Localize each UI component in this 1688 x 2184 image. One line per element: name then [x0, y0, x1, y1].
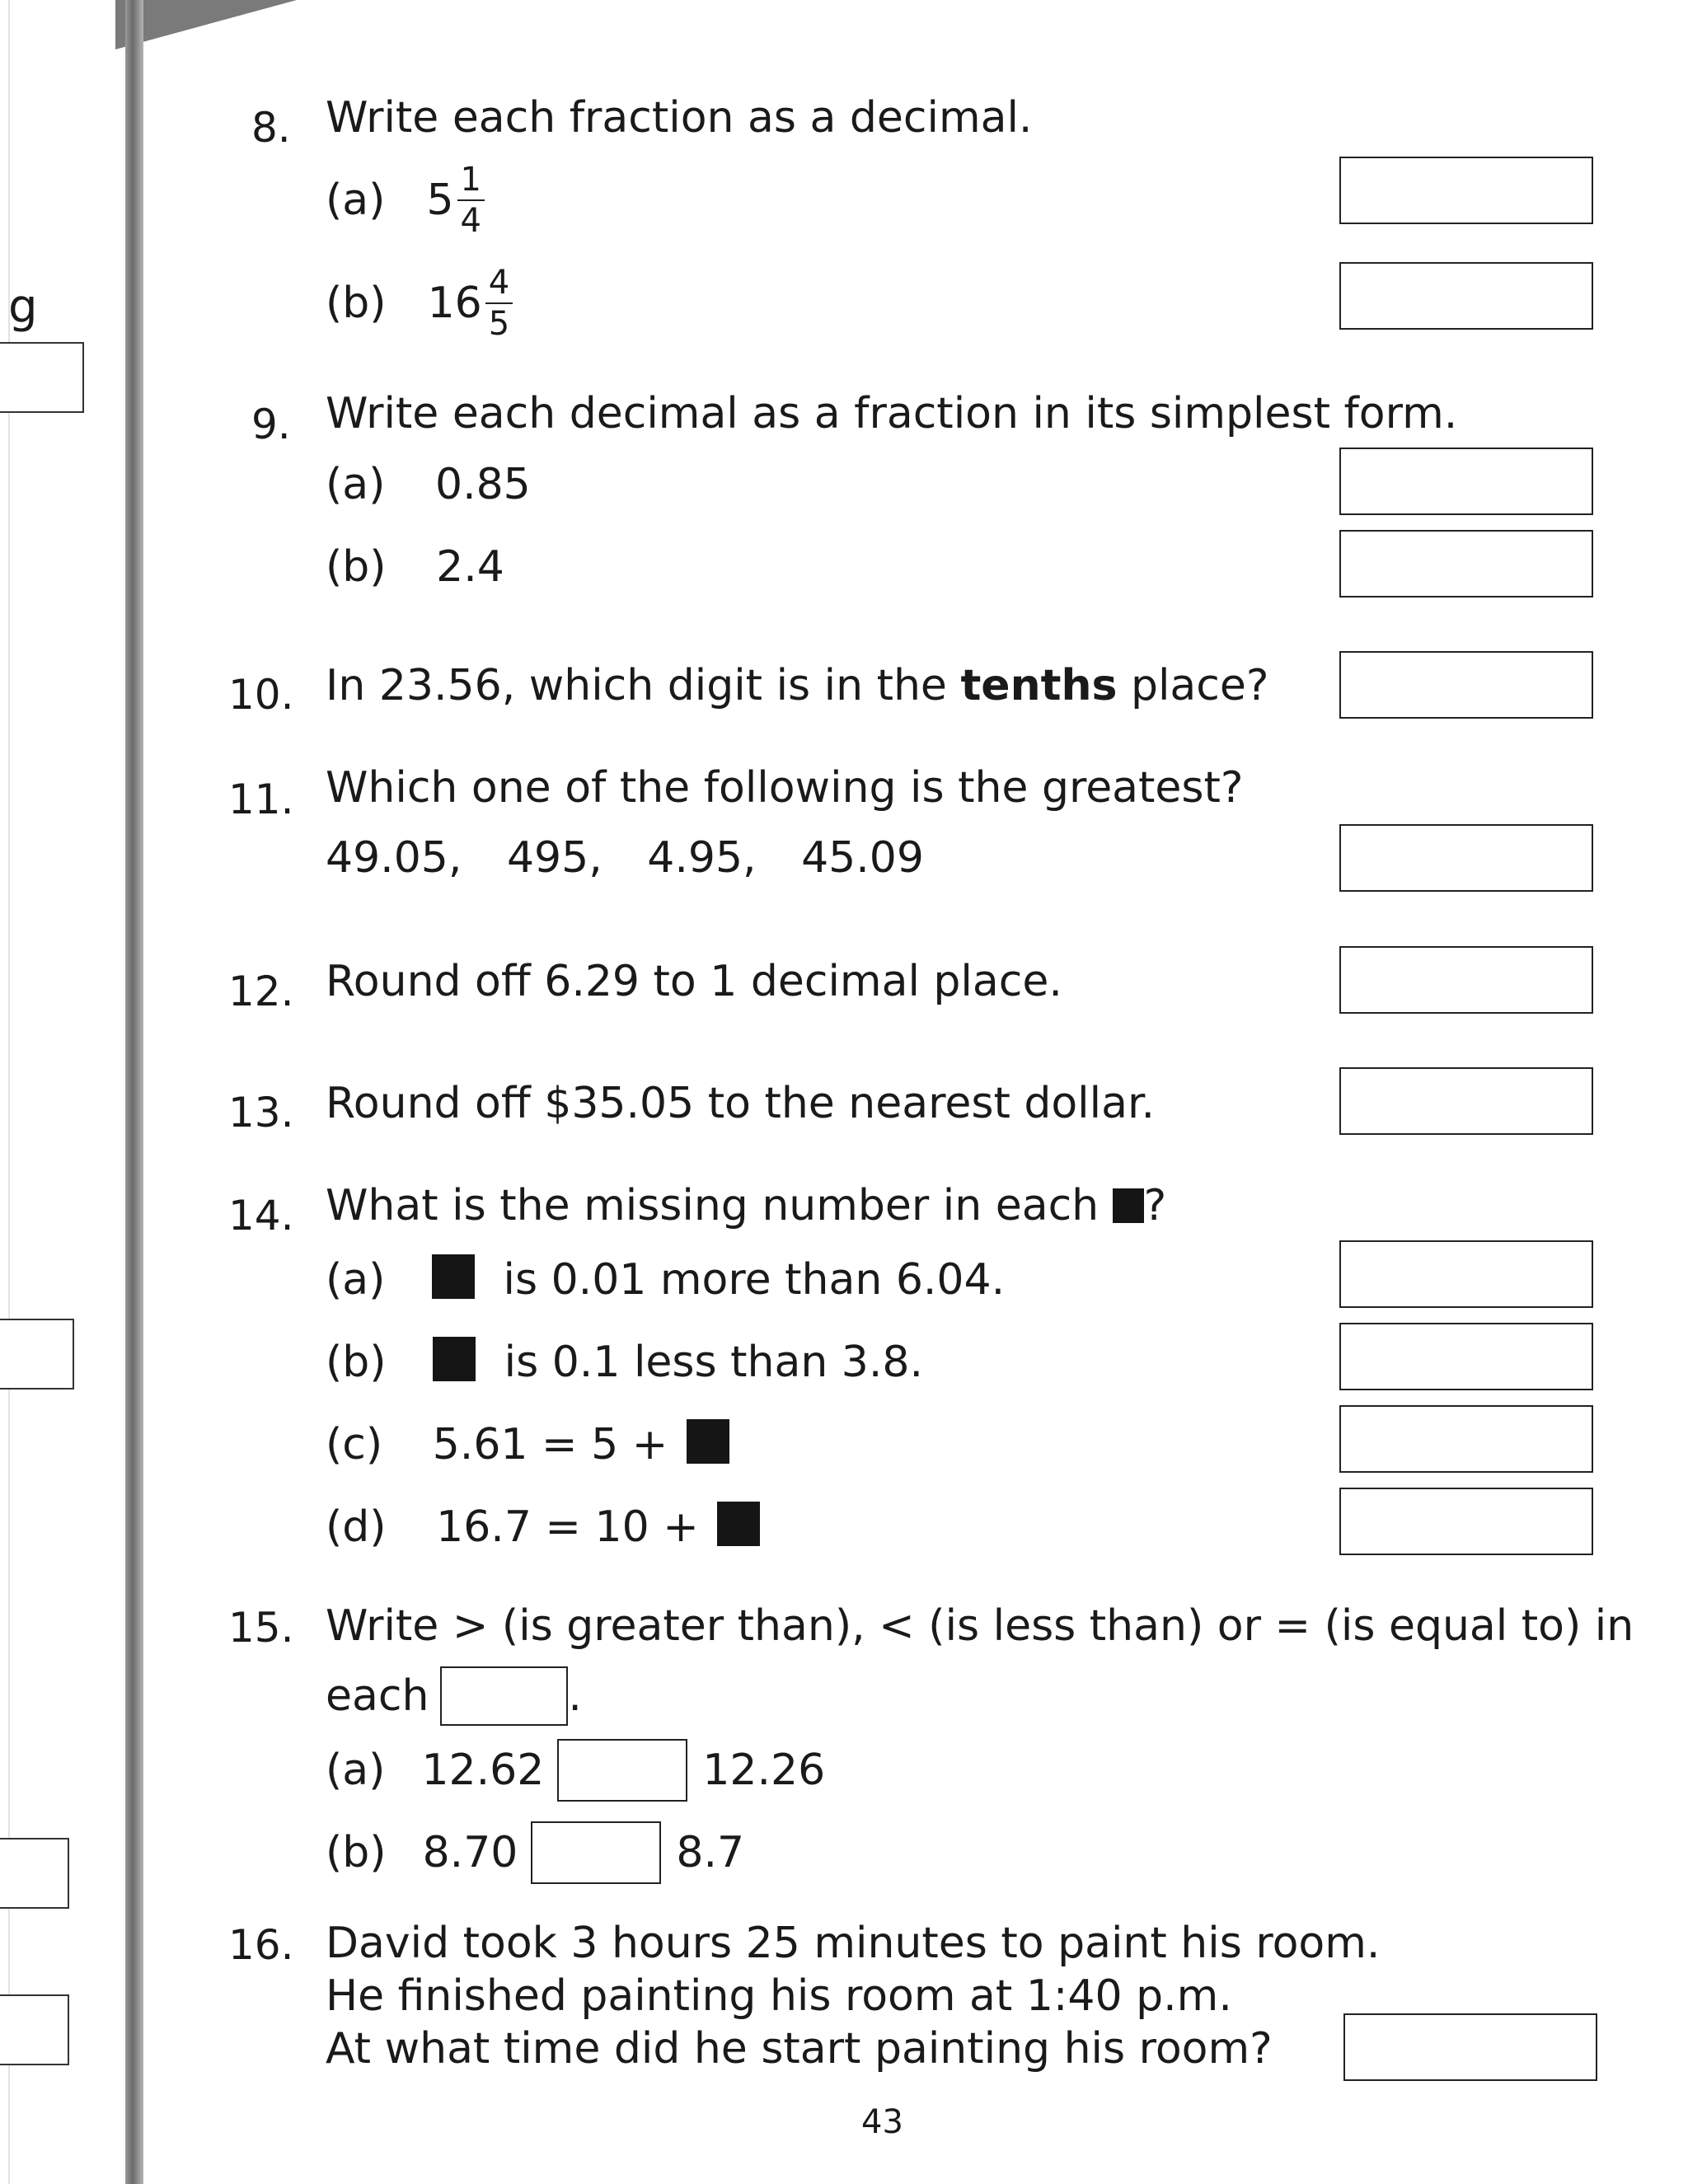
left-page-answer-box [0, 1838, 69, 1909]
part-label: (a) [326, 1746, 386, 1795]
margin-glyph: g [8, 280, 38, 334]
answer-box-14c[interactable] [1339, 1405, 1593, 1473]
left-page-answer-box [0, 1319, 74, 1390]
question-14b [326, 1337, 924, 1387]
question-14-text-start: What is the missing number in each [326, 1181, 1100, 1230]
question-9-text: Write each decimal as a fraction in its simplest form. [326, 389, 1458, 438]
option: 4.95, [647, 833, 757, 883]
question-number: 16. [228, 1921, 294, 1969]
question-number: 10. [228, 671, 294, 719]
question-11-options [326, 833, 924, 883]
question-8a [326, 159, 485, 241]
question-14d [326, 1502, 760, 1552]
left-page-answer-box [0, 342, 84, 413]
part-label: (b) [326, 542, 387, 592]
missing-number-square-icon [1113, 1188, 1144, 1223]
missing-number-square-icon [687, 1419, 729, 1464]
question-9a [326, 460, 531, 509]
question-13-text: Round off $35.05 to the nearest dollar. [326, 1079, 1156, 1128]
mixed-number-whole: 5 [426, 176, 454, 225]
page-number: 43 [861, 2103, 903, 2141]
part-label: (b) [326, 1828, 387, 1877]
comparison-box-15b[interactable] [531, 1821, 661, 1884]
question-14a [326, 1254, 1006, 1305]
answer-box-8a[interactable] [1339, 157, 1593, 224]
fraction [485, 264, 513, 343]
left-value: 8.70 [422, 1828, 518, 1877]
comparison-box-15a[interactable] [557, 1739, 687, 1802]
right-value: 12.26 [702, 1746, 826, 1795]
question-8b [326, 262, 513, 344]
numerator: 1 [460, 161, 481, 199]
question-15a [326, 1737, 825, 1803]
numerator: 4 [488, 264, 510, 302]
answer-box-13[interactable] [1339, 1067, 1593, 1135]
part-expression: 16.7 = 10 + [436, 1502, 699, 1552]
fraction [457, 161, 485, 240]
question-15-line1: Write > (is greater than), < (is less than) or = (is equal to) in [326, 1601, 1634, 1651]
part-label: (b) [326, 1338, 387, 1387]
question-number: 13. [228, 1089, 294, 1137]
part-label: (a) [326, 460, 386, 509]
binding-spine [125, 0, 143, 2184]
question-16-line: He finished painting his room at 1:40 p.m. [326, 1971, 1232, 2021]
part-text: is 0.1 less than 3.8. [504, 1338, 924, 1387]
option: 495, [506, 833, 603, 883]
question-14c [326, 1419, 729, 1469]
left-page-answer-box [0, 1994, 69, 2065]
option: 49.05, [326, 833, 462, 883]
question-number: 11. [228, 776, 294, 823]
question-15-line2 [326, 1666, 582, 1726]
question-15b [326, 1820, 744, 1886]
question-14-text-end: ? [1143, 1181, 1167, 1230]
part-label: (a) [326, 1255, 386, 1305]
question-number: 8. [251, 104, 291, 152]
question-11-text: Which one of the following is the greatest? [326, 763, 1244, 813]
symbol-example-box [440, 1666, 568, 1726]
right-value: 8.7 [676, 1828, 745, 1877]
answer-box-14d[interactable] [1339, 1488, 1593, 1555]
question-15-each: each [326, 1671, 429, 1721]
option: 45.09 [801, 833, 924, 883]
question-number: 15. [228, 1604, 294, 1652]
answer-box-9a[interactable] [1339, 448, 1593, 515]
question-12-text: Round off 6.29 to 1 decimal place. [326, 957, 1062, 1006]
answer-box-9b[interactable] [1339, 530, 1593, 598]
missing-number-square-icon [717, 1502, 760, 1546]
left-value: 12.62 [421, 1746, 545, 1795]
answer-box-8b[interactable] [1339, 262, 1593, 330]
part-expression: 5.61 = 5 + [432, 1420, 668, 1469]
missing-number-square-icon [433, 1337, 476, 1381]
missing-number-square-icon [432, 1254, 475, 1299]
part-text: is 0.01 more than 6.04. [503, 1255, 1006, 1305]
part-label: (b) [326, 279, 387, 328]
question-8-text: Write each fraction as a decimal. [326, 93, 1033, 143]
answer-box-16[interactable] [1343, 2013, 1597, 2081]
denominator: 5 [485, 302, 513, 340]
answer-box-14a[interactable] [1339, 1240, 1593, 1308]
question-16-line: David took 3 hours 25 minutes to paint his room. [326, 1919, 1381, 1968]
denominator: 4 [457, 199, 485, 237]
question-10-text [326, 661, 1269, 710]
question-number: 14. [228, 1192, 294, 1240]
question-16-line: At what time did he start painting his room? [326, 2024, 1273, 2074]
question-14-text [326, 1181, 1167, 1230]
answer-box-14b[interactable] [1339, 1323, 1593, 1390]
question-10-text-start: In 23.56, which digit is in the [326, 661, 961, 710]
decimal-value: 0.85 [434, 460, 531, 509]
question-number: 9. [251, 401, 291, 448]
question-9b [326, 542, 504, 592]
part-label: (c) [326, 1420, 383, 1469]
answer-box-10[interactable] [1339, 651, 1593, 719]
question-15-period: . [568, 1671, 582, 1721]
mixed-number-whole: 16 [427, 279, 482, 328]
part-label: (d) [326, 1502, 387, 1552]
question-10-text-end: place? [1117, 661, 1269, 710]
question-10-bold-word: tenths [960, 661, 1118, 710]
decimal-value: 2.4 [436, 542, 504, 592]
answer-box-12[interactable] [1339, 946, 1593, 1014]
question-number: 12. [228, 968, 294, 1015]
answer-box-11[interactable] [1339, 824, 1593, 892]
part-label: (a) [326, 176, 386, 225]
